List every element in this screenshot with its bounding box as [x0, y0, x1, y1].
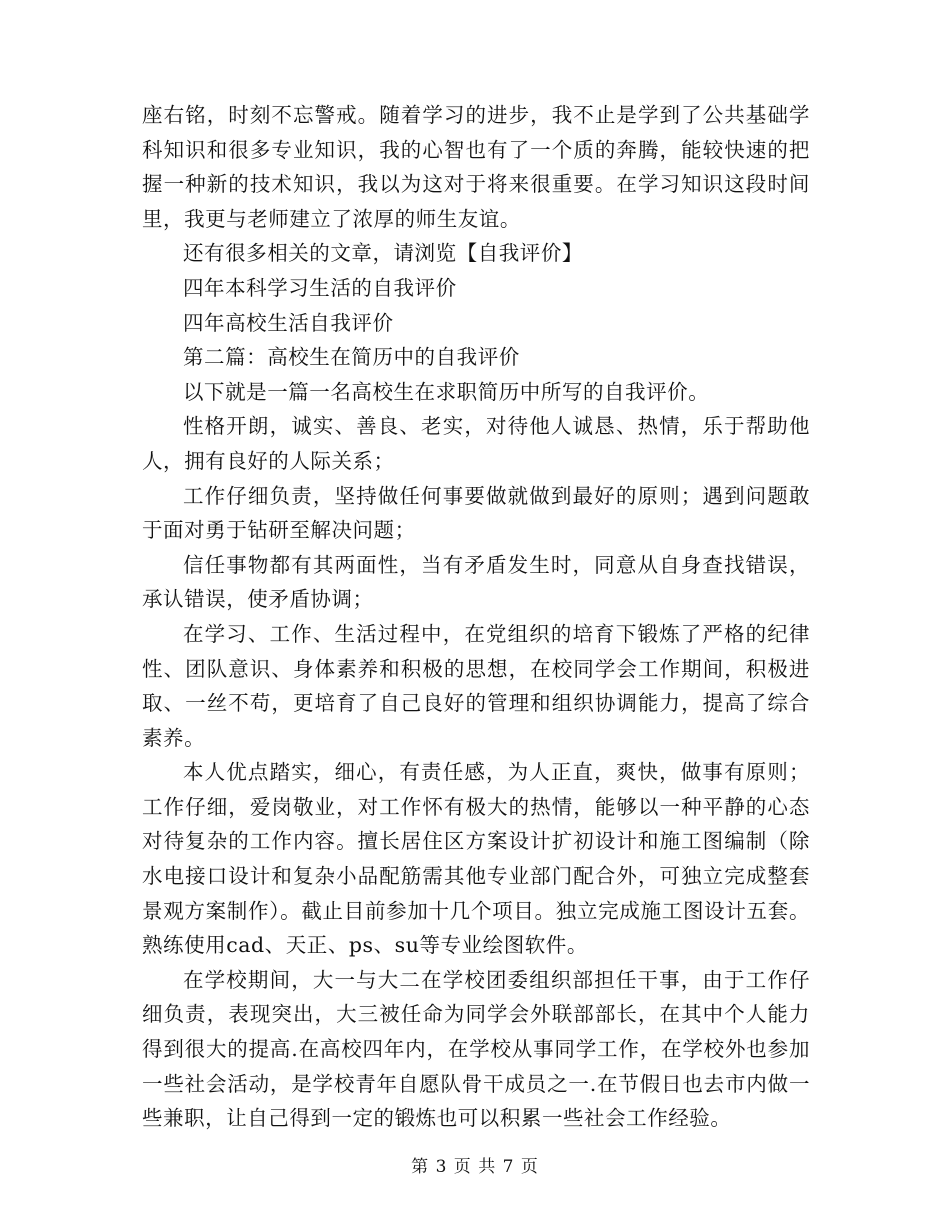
paragraph: 四年高校生活自我评价: [183, 310, 394, 335]
paragraph: 座右铭，时刻不忘警戒。随着学习的进步，我不止是学到了公共基础学科知识和很多专业知识，我的心智也有了一个质的奔腾，能较快速的把握一种新的技术知识，我以为这对于将来很重要。在学习知识这段时间里，我更与老师建立了浓厚的师生友谊。: [142, 103, 810, 231]
paragraph: 在学习、工作、生活过程中，在党组织的培育下锻炼了严格的纪律性、团队意识、身体素养和积极的思想，在校同学会工作期间，积极进取、一丝不苟，更培育了自己良好的管理和组织协调能力，提高了综合素养。: [142, 621, 810, 750]
paragraph: 以下就是一篇一名高校生在求职简历中所写的自我评价。: [183, 379, 710, 404]
paragraph: 在学校期间，大一与大二在学校团委组织部担任干事，由于工作仔细负责，表现突出，大三被任命为同学会外联部部长，在其中个人能力得到很大的提高.在高校四年内，在学校从事同学工作，在学校外也参加一些社会活动，是学校青年自愿队骨干成员之一.在节假日也去市内做一些兼职，让自己得到一定的锻炼也可以积累一些社会工作经验。: [142, 967, 810, 1131]
document-body: [142, 98, 810, 1136]
page-number-footer: 第 3 页 共 7 页: [411, 1157, 539, 1177]
paragraph: 性格开朗，诚实、善良、老实，对待他人诚恳、热情，乐于帮助他人，拥有良好的人际关系；: [142, 414, 810, 473]
paragraph: 四年本科学习生活的自我评价: [183, 275, 457, 300]
paragraph: 还有很多相关的文章，请浏览【自我评价】: [183, 241, 583, 266]
paragraph: 信任事物都有其两面性，当有矛盾发生时，同意从自身查找错误，承认错误，使矛盾协调；: [142, 552, 810, 612]
paragraph: 本人优点踏实，细心，有责任感，为人正直，爽快，做事有原则；工作仔细，爱岗敬业，对工作怀有极大的热情，能够以一种平静的心态对待复杂的工作内容。擅长居住区方案设计扩初设计和施工图编制（除水电接口设计和复杂小品配筋需其他专业部门配合外，可独立完成整套景观方案制作）。截止目前参加十几个项目。独立完成施工图设计五套。熟练使用cad、天正、ps、su等专业绘图软件。: [142, 760, 810, 958]
section-heading: 第二篇：高校生在简历中的自我评价: [183, 345, 520, 370]
paragraph: 工作仔细负责，坚持做任何事要做就做到最好的原则；遇到问题敢于面对勇于钻研至解决问题；: [142, 483, 810, 543]
